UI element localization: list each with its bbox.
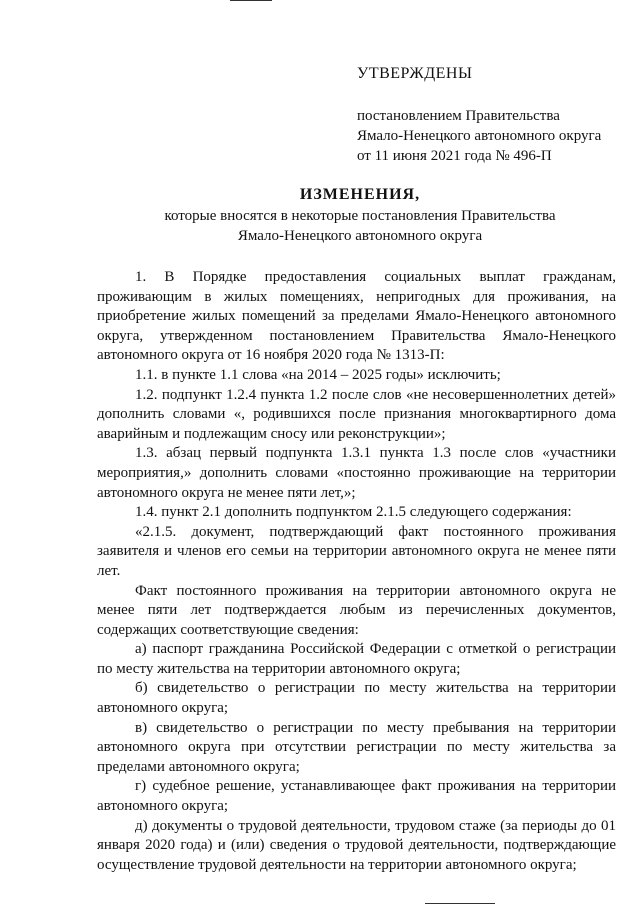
paragraph: 1.1. в пункте 1.1 слова «на 2014 – 2025 годы» исключить;	[135, 366, 501, 383]
approval-block	[357, 64, 617, 166]
paragraph: а) паспорт гражданина Российской Федерации с отметкой о регистрации по месту жительства на территории автономного округа;	[97, 641, 616, 677]
scan-edge-mark-top	[230, 0, 272, 1]
approval-line: Ямало-Ненецкого автономного округа	[357, 128, 602, 144]
approval-line: постановлением Правительства	[357, 108, 560, 124]
approval-line: от 11 июня 2021 года № 496-П	[357, 148, 552, 164]
paragraph: д) документы о трудовой деятельности, трудовом стаже (за периоды до 01 января 2020 года) и (или) сведения о трудовой деятельности, подтверждающие осуществление трудовой деятельности на территории автономного округа;	[97, 817, 616, 873]
paragraph: Факт постоянного проживания на территории автономного округа не менее пяти лет подтверждается любым из перечисленных документов, содержащих соответствующие сведения:	[97, 582, 616, 638]
paragraph: «2.1.5. документ, подтверждающий факт постоянного проживания заявителя и членов его семьи на территории автономного округа не менее пяти лет.	[97, 523, 616, 579]
paragraph: 1.4. пункт 2.1 дополнить подпунктом 2.1.5 следующего содержания:	[135, 504, 572, 521]
paragraph: 1.2. подпункт 1.2.4 пункта 1.2 после слов «не несовершеннолетних детей» дополнить словами «, родившихся после признания многоквартирного дома аварийным и подлежащим сносу или реконструкции»;	[97, 386, 616, 442]
document-subtitle-line: Ямало-Ненецкого автономного округа	[237, 228, 483, 244]
document-body	[97, 268, 616, 875]
paragraph: б) свидетельство о регистрации по месту жительства на территории автономного округа;	[97, 680, 616, 717]
scan-edge-mark-bottom	[425, 903, 495, 904]
document-title: ИЗМЕНЕНИЯ,	[299, 186, 421, 203]
paragraph: г) судебное решение, устанавливающее факт проживания на территории автономного округа;	[97, 778, 616, 815]
paragraph: 1. В Порядке предоставления социальных выплат гражданам, проживающим в жилых помещениях, непригодных для проживания, на приобретение жилых помещений за пределами Ямало-Ненецкого автономного округа, утвержденном постановлением Правительства Ямало-Ненецкого автономного округа от 16 ноября 2020 года № 1313-П:	[97, 269, 616, 364]
approval-heading: УТВЕРЖДЕНЫ	[357, 65, 473, 82]
paragraph: в) свидетельство о регистрации по месту пребывания на территории автономного округа при отсутствии регистрации по месту жительства за пределами автономного округа;	[97, 719, 616, 775]
document-title-block	[0, 184, 640, 246]
document-subtitle-line: которые вносятся в некоторые постановления Правительства	[164, 208, 556, 224]
paragraph: 1.3. абзац первый подпункта 1.3.1 пункта 1.3 после слов «участники мероприятия,» дополнить словами «постоянно проживающие на территории автономного округа не менее пяти лет,»;	[97, 445, 616, 501]
